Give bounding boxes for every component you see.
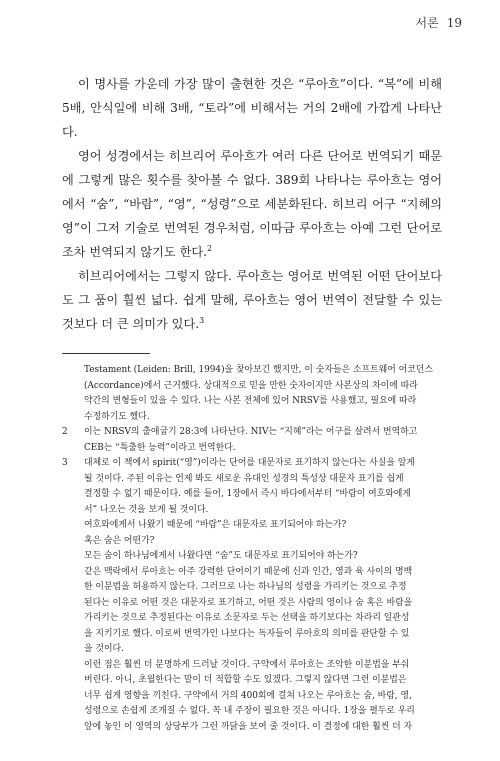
footnote-line: 모든 숨이 하나님에게서 나왔다면 “숨”도 대문자로 표기되어야 하는가?	[84, 551, 358, 561]
page-number: 19	[446, 16, 462, 30]
section-title: 서론	[415, 16, 439, 30]
footnote-line: 결정할 수 없기 때문이다. 예를 들어, 1장에서 즉시 바다에서부터 “바람이 여호와에게	[84, 489, 411, 499]
footnote-line: CEB는 “특출한 능력”이라고 번역한다.	[84, 442, 236, 453]
paragraph-text: 영어 성경에서는 히브리어 루아흐가 여러 다른 단어로 번역되기 때문에 그렇게 많은 횟수를 찾아볼 수 없다. 389회 나타나는 루아흐는 영어에서 “숨”, “바람”, “영”, “성령”으로 세분화된다. 히브리 어구 “지혜의 영”이 그저 기술로 번역된 경우처럼, 이따금 루아흐는 아예 그런 단어로조차 번역되지 않기도 한다.	[62, 149, 442, 259]
footnote-line: 가리키는 것으로 추정된다는 이유로 소문자로 두는 선택을 하기보다는 차라리 일관성	[84, 613, 410, 623]
footnote-line: 이런 점은 훨씬 더 분명하게 드러날 것이다. 구약에서 루아흐는 조악한 이분법을 부숴	[84, 659, 410, 670]
footnotes	[62, 363, 440, 735]
footnote-divider	[62, 353, 150, 354]
footnote-line: 혹은 숨은 어떤가?	[84, 535, 155, 546]
body-text	[62, 72, 442, 336]
footnote	[62, 363, 440, 425]
footnote-line: Testament (Leiden: Brill, 1994)을 찾아보긴 했지만, 이 숫자들은 소프트웨어 어코던스	[84, 365, 433, 375]
footnote-ref[interactable]: 2	[207, 243, 213, 253]
footnote-line: 대체로 이 책에서 spirit(“영”)이라는 단어를 대문자로 표기하지 않는다는 사실을 알게	[84, 458, 415, 468]
footnote	[62, 425, 440, 456]
footnote-ref[interactable]: 3	[199, 315, 205, 325]
footnote-line: (Accordance)에서 근거했다. 상대적으로 믿을 만한 숫자이지만 사본상의 차이에 따라	[84, 380, 418, 391]
footnote-line: 을 지키기로 했다. 이로써 번역가인 나보다는 독자들이 루아흐의 의미를 판단할 수 있	[84, 628, 410, 639]
footnote-line: 수정하기도 했다.	[84, 411, 150, 422]
footnote-line: 을 것이다.	[84, 644, 124, 654]
footnote-line: 여호와에게서 나왔기 때문에 “바람”은 대문자로 표기되어야 하는가?	[84, 520, 347, 530]
paragraph	[62, 264, 442, 336]
footnote	[62, 456, 440, 735]
paragraph-text: 이 명사를 가운데 가장 많이 출현한 것은 “루아흐”이다. “복”에 비해 5배, 안식일에 비해 3배, “토라”에 비해서는 거의 2배에 가깝게 나타난다.	[62, 77, 442, 139]
running-header	[416, 14, 462, 31]
footnote-line: 성령으로 손쉽게 조개질 수 없다. 꼭 내 주장이 필요한 것은 아니다. 1장을 펼두로 우리	[84, 706, 415, 716]
paragraph	[62, 144, 442, 264]
footnote-line: 된다는 이유로 어떤 것은 대문자로 표기하고, 어떤 것은 사람의 영이나 숨 혹은 바람을	[84, 597, 413, 608]
footnote-line: 약간의 변형들이 있을 수 있다. 나는 사본 전체에 있어 NRSV를 사용했고, 필요에 따라	[84, 396, 417, 406]
footnote-line: 한 이분법을 허용하지 않는다. 그러므로 나는 하나님의 성령을 가리키는 것으로 추정	[84, 582, 407, 592]
footnote-line: 이는 NRSV의 출애굽기 28:3에 나타난다. NIV는 “지혜”라는 어구를 살려서 번역하고	[84, 427, 418, 437]
footnote-line: 앞에 놓인 이 영역의 상당부가 그런 까닭을 보여 줄 것이다. 이 결정에 대한 훨씬 더 자	[84, 721, 413, 732]
footnote-number: 3	[62, 458, 68, 468]
footnote-line: 같은 맥락에서 루아흐는 아주 강력한 단어이기 때문에 신과 인간, 영과 육 사이의 명백	[84, 566, 413, 577]
paragraph-text: 히브리어에서는 그렇지 않다. 루아흐는 영어로 번역된 어떤 단어보다도 그 품이 훨씬 넓다. 쉽게 말해, 루아흐는 영어 번역이 전달할 수 있는 것보다 더 큰 의미가 있다.	[62, 269, 442, 331]
footnote-number: 2	[62, 427, 68, 437]
paragraph	[62, 72, 442, 144]
footnote-line: 버린다. 아니, 초월한다는 말이 더 적합할 수도 있겠다. 그렇지 않다면 그런 이분법은	[84, 675, 407, 685]
footnote-line: 너무 쉽게 영향을 끼친다. 구약에서 거의 400회에 걸쳐 나오는 루아흐는 숨, 바람, 영,	[84, 690, 412, 701]
footnote-line: 될 것이다. 주된 이유는 언제 봐도 새로운 유대인 성경의 특성상 대문자 표기를 쉽게	[84, 473, 404, 484]
footnote-line: 서” 나오는 것을 보게 될 것이다.	[84, 504, 209, 515]
